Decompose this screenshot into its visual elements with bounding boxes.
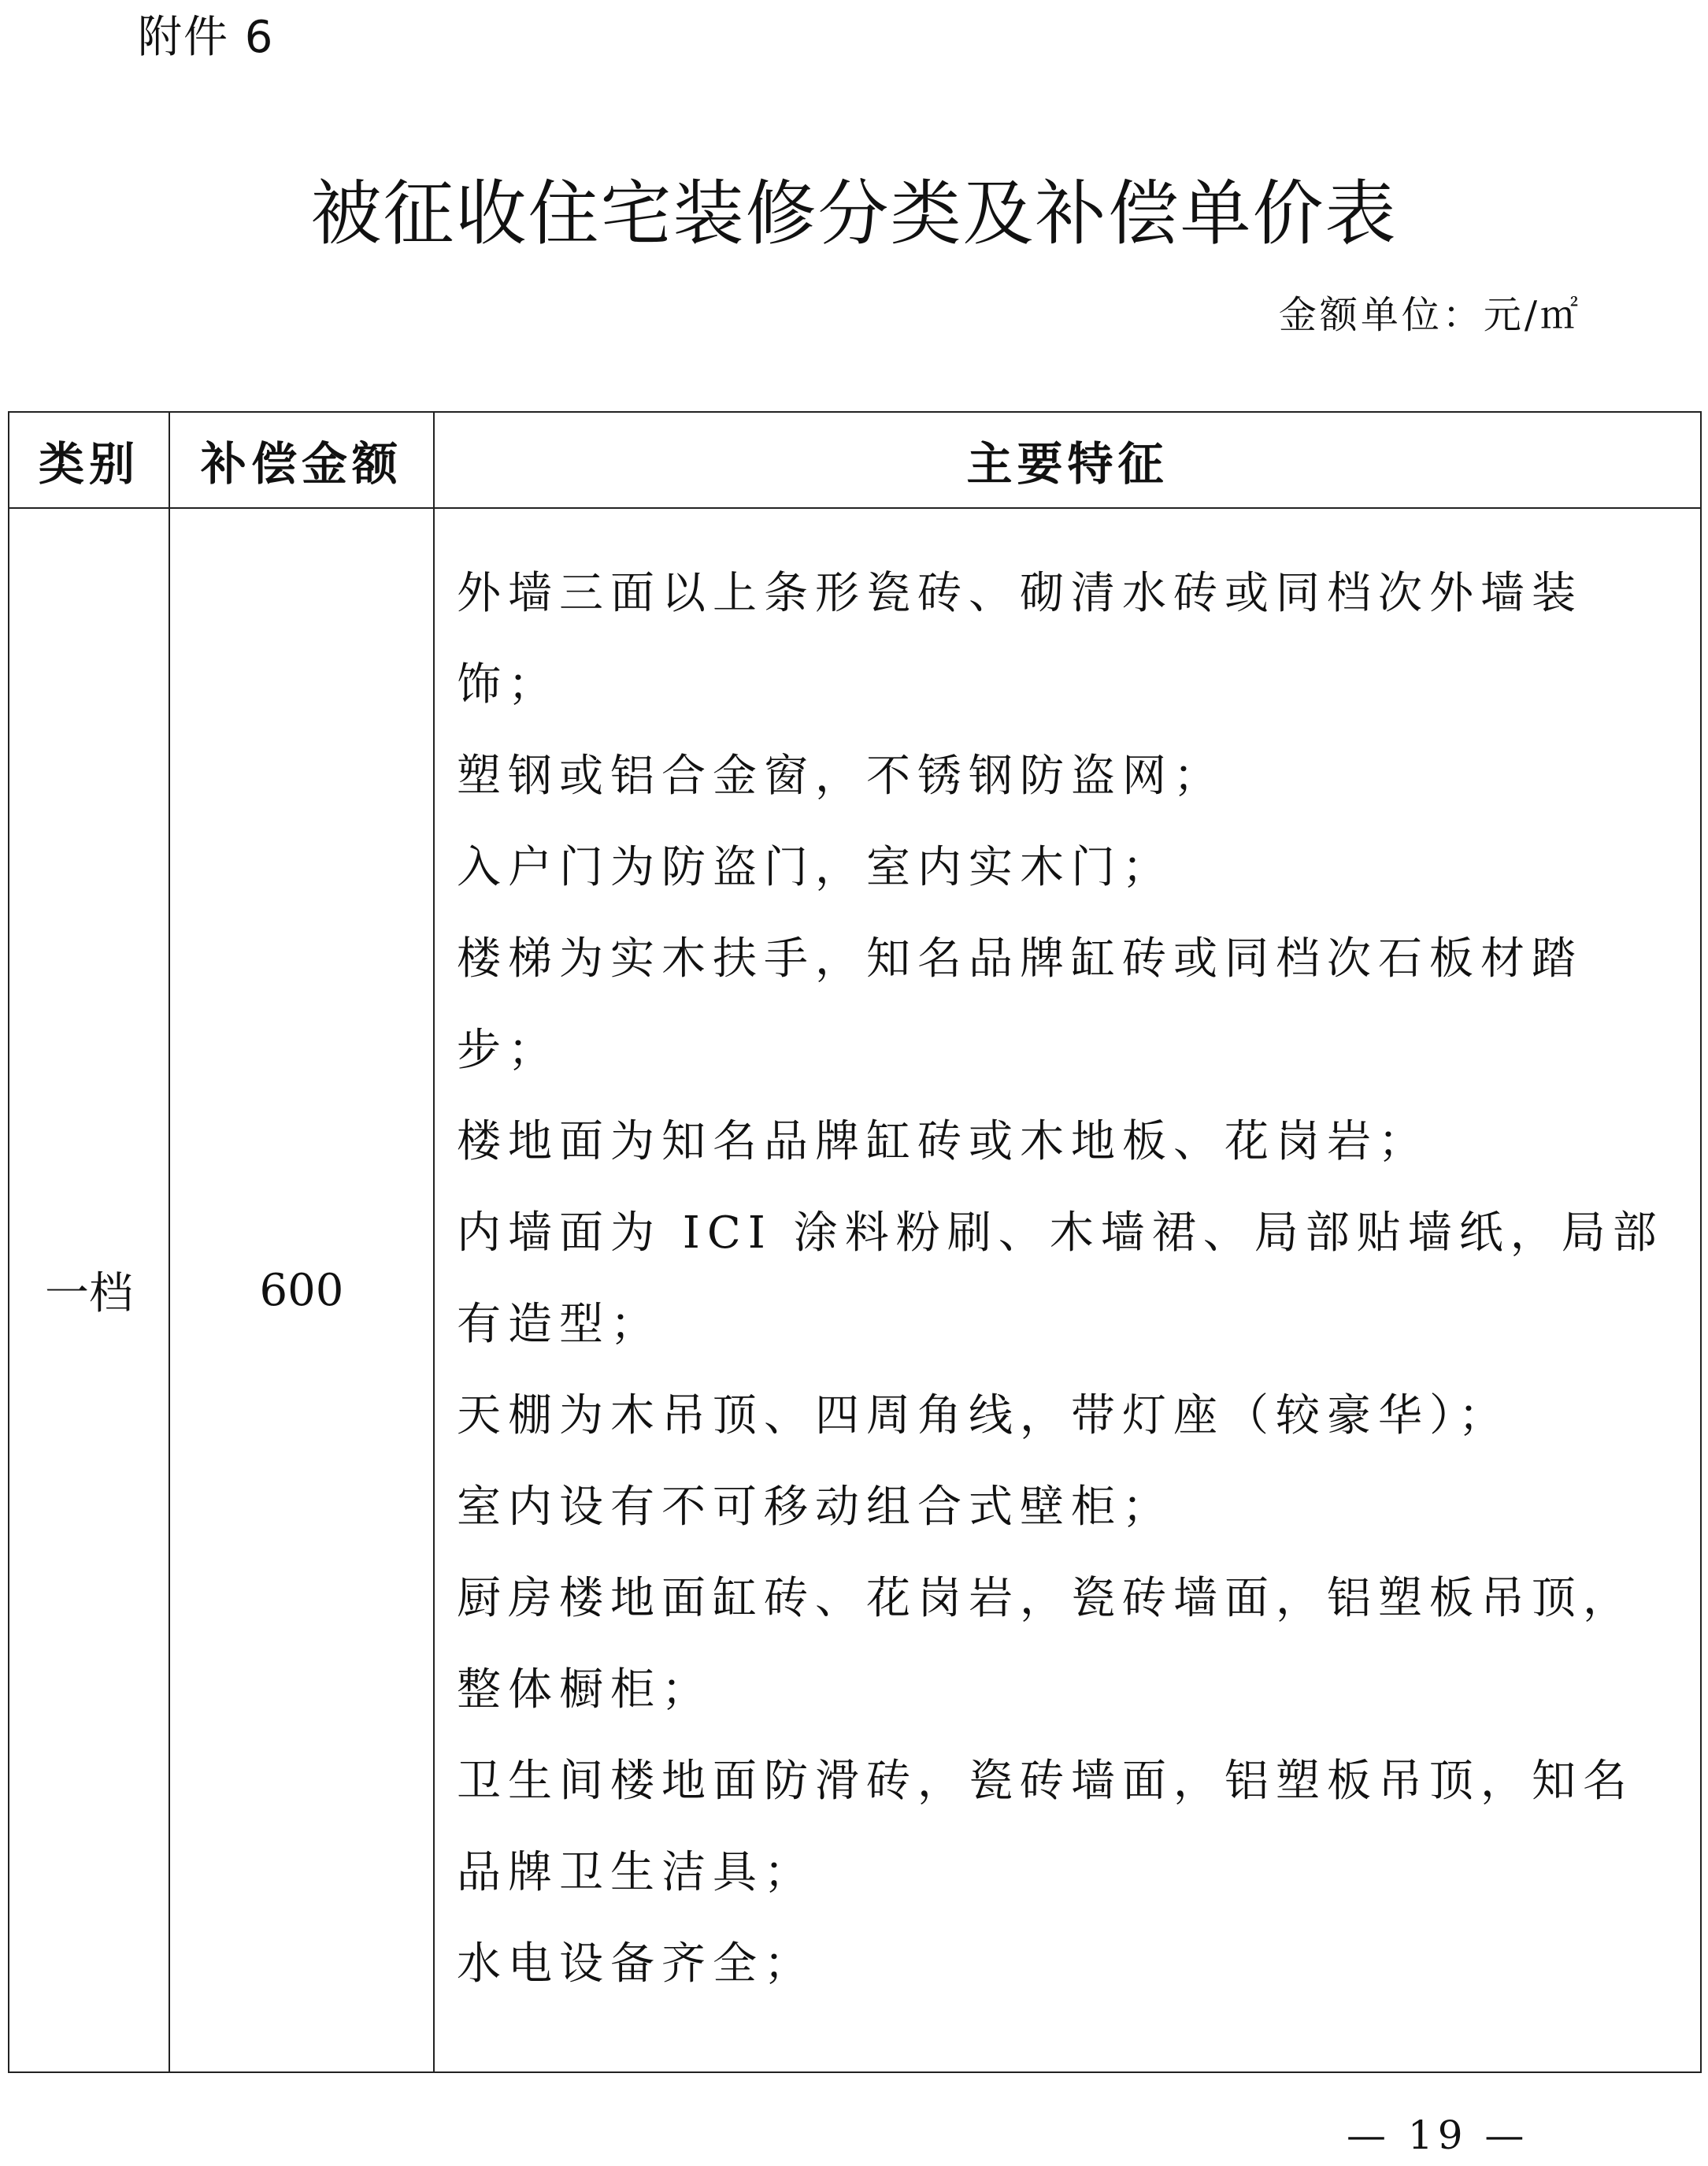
unit-note: 金额单位：元/㎡ [1278,293,1581,337]
category-cell: 一档 [9,508,169,2072]
features-list [457,548,1669,2010]
feature-item: 水电设备齐全； [457,1938,815,1990]
feature-item: 塑钢或铝合金窗，不锈钢防盗网； [457,751,1224,802]
feature-item: 外墙三面以上条形瓷砖、砌清水砖或同档次外墙装饰； [457,568,1583,710]
table-header-row [9,412,1701,508]
feature-item: 厨房楼地面缸砖、花岗岩，瓷砖墙面，铝塑板吊顶，整体橱柜； [457,1573,1634,1715]
attachment-label: 附件 6 [138,12,275,63]
compensation-table [8,411,1702,2073]
feature-item: 卫生间楼地面防滑砖，瓷砖墙面，铝塑板吊顶，知名品牌卫生洁具； [457,1756,1634,1898]
features-cell [434,508,1701,2072]
page-number: — 19 — [1347,2112,1529,2158]
feature-item: 内墙面为 ICI 涂料粉刷、木墙裙、局部贴墙纸，局部有造型； [457,1207,1664,1350]
document-title: 被征收住宅装修分类及补偿单价表 [310,172,1398,255]
feature-item: 楼地面为知名品牌缸砖或木地板、花岗岩； [457,1116,1429,1167]
feature-item: 室内设有不可移动组合式壁柜； [457,1482,1173,1533]
feature-item: 天棚为木吊顶、四周角线，带灯座（较豪华）； [457,1390,1510,1441]
column-header-amount: 补偿金额 [169,412,434,508]
feature-item: 楼梯为实木扶手，知名品牌缸砖或同档次石板材踏步； [457,933,1583,1076]
amount-cell: 600 [169,508,434,2072]
column-header-features: 主要特征 [434,412,1701,508]
column-header-category: 类别 [9,412,169,508]
feature-item: 入户门为防盗门，室内实木门； [457,842,1173,893]
table-row [9,508,1701,2072]
